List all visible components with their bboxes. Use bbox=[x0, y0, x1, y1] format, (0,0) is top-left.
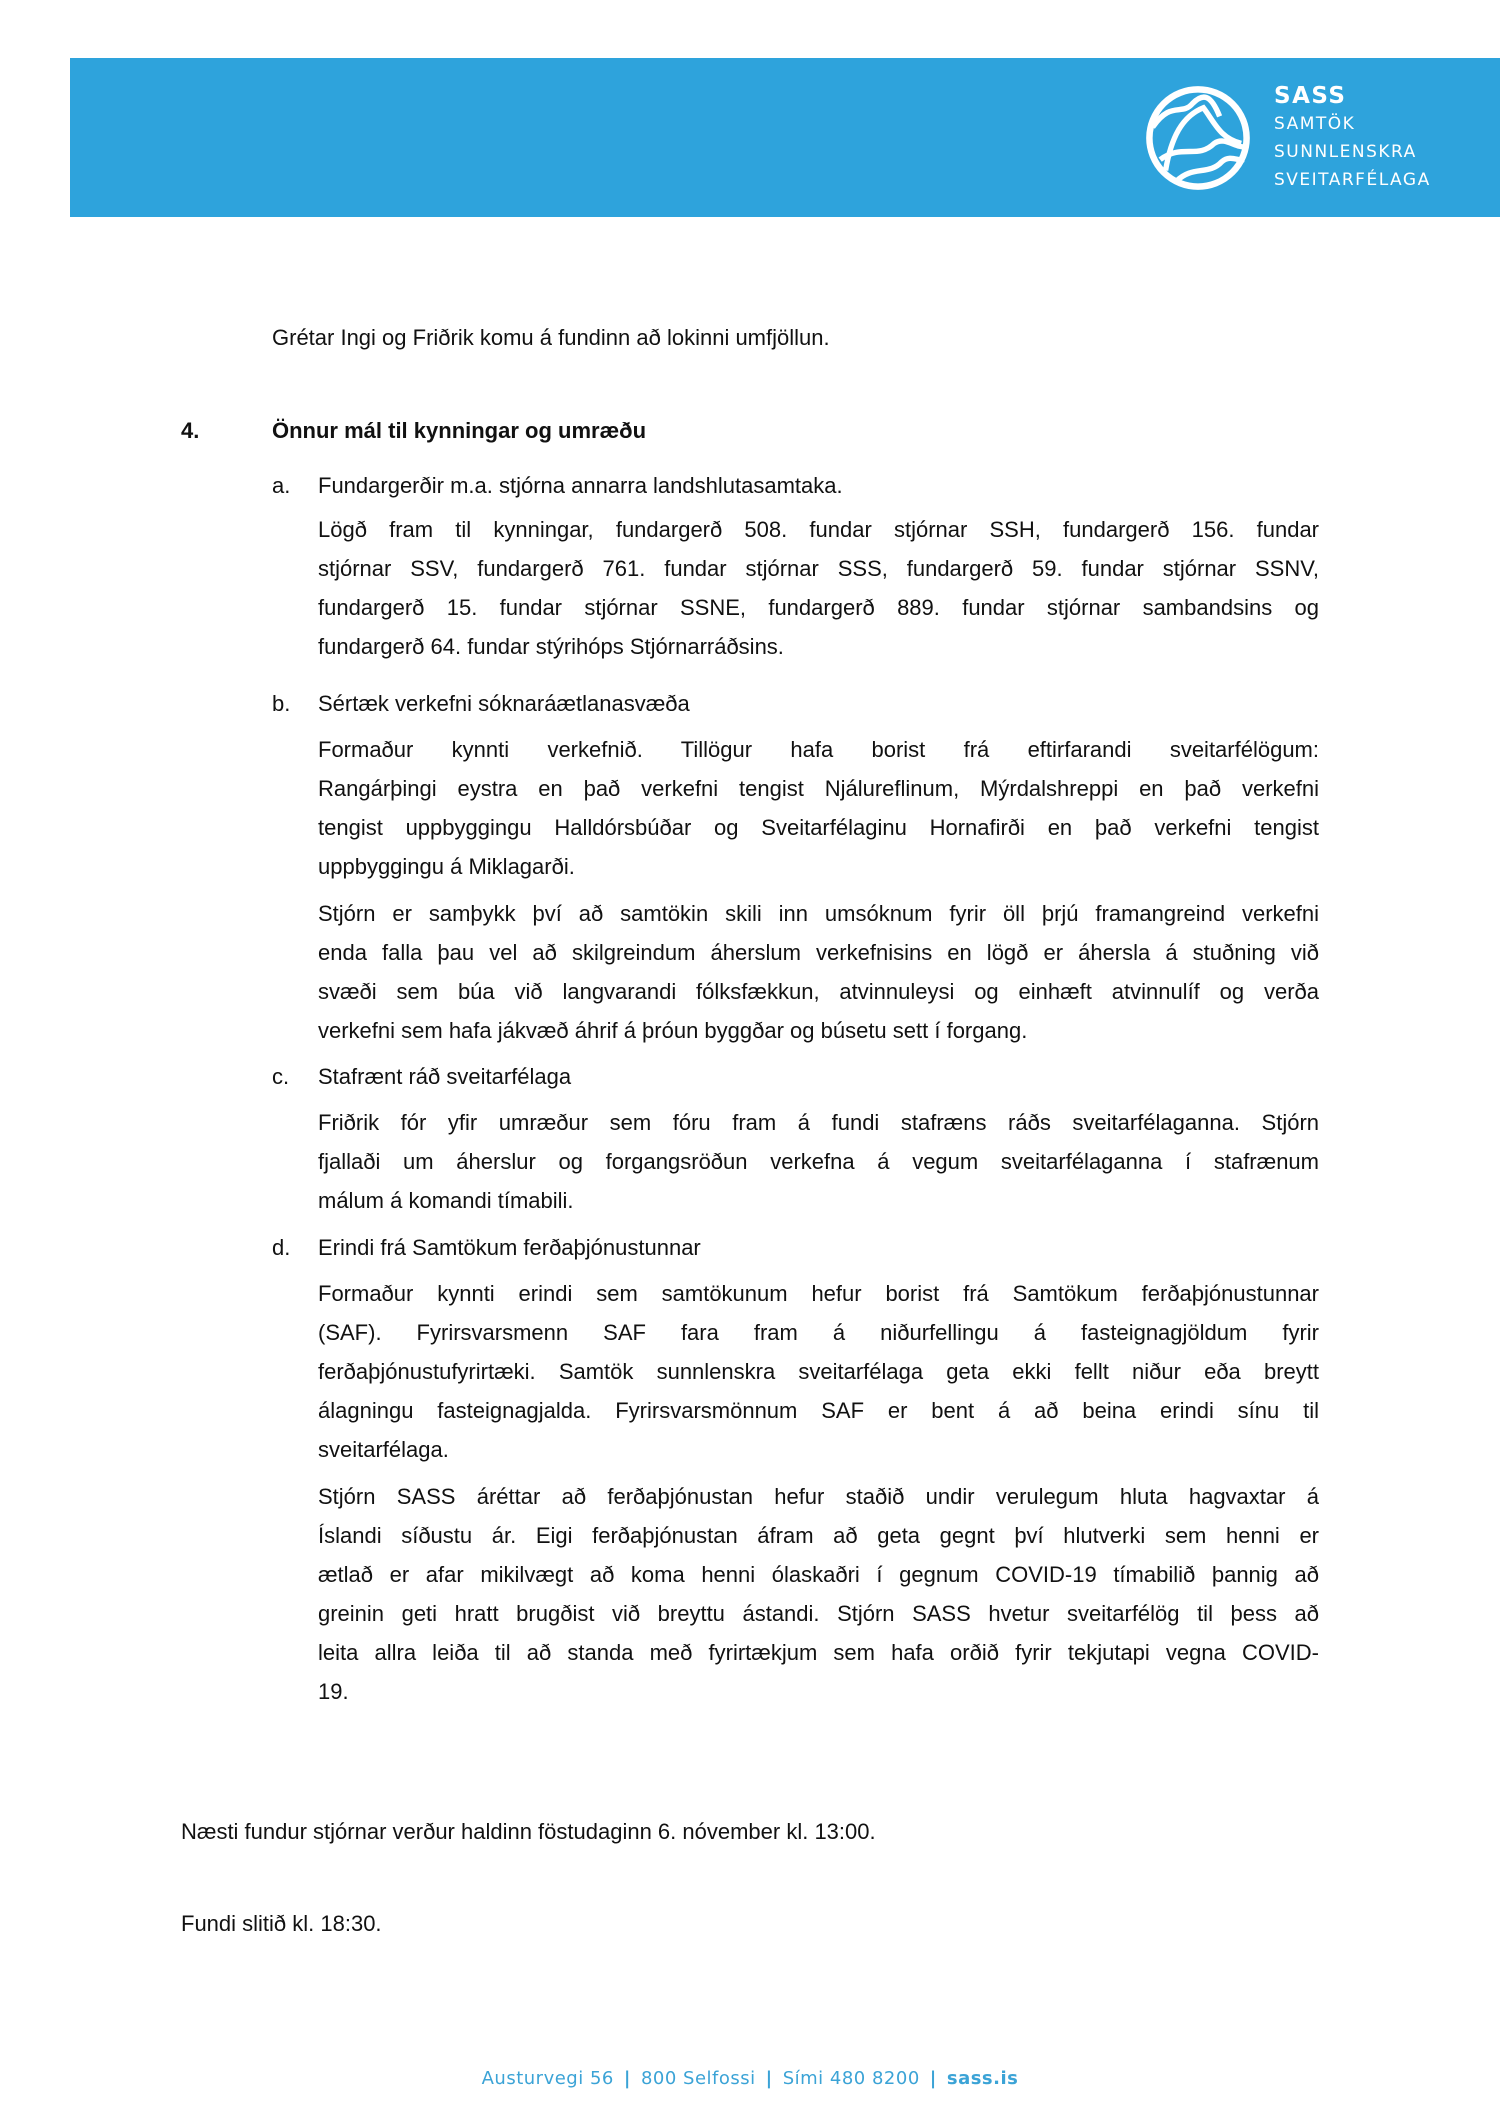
item-letter: d. bbox=[272, 1235, 291, 1260]
footer-website-link[interactable]: sass.is bbox=[946, 2068, 1019, 2089]
brand-line: SUNNLENSKRA bbox=[1274, 142, 1417, 162]
paragraph-line: Formaður kynnti verkefnið. Tillögur hafa borist frá eftirfarandi sveitarfélögum: bbox=[318, 737, 1319, 762]
item-letter: b. bbox=[272, 691, 291, 716]
paragraph-line: tengist uppbyggingu Halldórsbúðar og Sveitarfélaginu Hornafirði en það verkefni tengist bbox=[318, 815, 1319, 840]
section-number: 4. bbox=[181, 418, 200, 443]
footer-phone: Sími 480 8200 bbox=[782, 2068, 920, 2089]
footer-separator: | bbox=[765, 2068, 773, 2089]
paragraph-line: Lögð fram til kynningar, fundargerð 508. fundar stjórnar SSH, fundargerð 156. fundar bbox=[318, 517, 1319, 542]
paragraph-line: ætlað er afar mikilvægt að koma henni ólaskaðri í gegnum COVID-19 tímabilið þannig að bbox=[318, 1562, 1319, 1587]
paragraph-line: stjórnar SSV, fundargerð 761. fundar stjórnar SSS, fundargerð 59. fundar stjórnar SSNV, bbox=[318, 556, 1319, 581]
next-meeting-text: Næsti fundur stjórnar verður haldinn föstudaginn 6. nóvember kl. 13:00. bbox=[181, 1819, 876, 1844]
paragraph-line: svæði sem búa við langvarandi fólksfækkun, atvinnuleysi og einhæft atvinnulíf og verða bbox=[318, 979, 1319, 1004]
paragraph-line: verkefni sem hafa jákvæð áhrif á þróun byggðar og búsetu sett í forgang. bbox=[318, 1018, 1028, 1043]
item-title: Fundargerðir m.a. stjórna annarra landshlutasamtaka. bbox=[318, 473, 843, 498]
brand-line: SAMTÖK bbox=[1274, 114, 1356, 134]
item-title: Sértæk verkefni sóknaráætlanasvæða bbox=[318, 691, 690, 716]
intro-text: Grétar Ingi og Friðrik komu á fundinn að lokinni umfjöllun. bbox=[272, 325, 830, 350]
sass-logo-icon bbox=[1144, 84, 1252, 192]
item-paragraph bbox=[318, 1274, 1319, 1469]
footer-address: Austurvegi 56 bbox=[481, 2068, 614, 2089]
paragraph-line: ferðaþjónustufyrirtæki. Samtök sunnlenskra sveitarfélaga geta ekki fellt niður eða breytt bbox=[318, 1359, 1319, 1384]
item-title: Stafrænt ráð sveitarfélaga bbox=[318, 1064, 572, 1089]
item-title: Erindi frá Samtökum ferðaþjónustunnar bbox=[318, 1235, 701, 1260]
paragraph-line: leita allra leiða til að standa með fyrirtækjum sem hafa orðið fyrir tekjutapi vegna COVID- bbox=[318, 1640, 1319, 1665]
paragraph-line: fjallaði um áherslur og forgangsröðun verkefna á vegum sveitarfélaganna í stafrænum bbox=[318, 1149, 1319, 1174]
paragraph-line: uppbyggingu á Miklagarði. bbox=[318, 854, 575, 879]
paragraph-line: Rangárþingi eystra en það verkefni tengist Njálureflinum, Mýrdalshreppi en það verkefni bbox=[318, 776, 1319, 801]
paragraph-line: (SAF). Fyrirsvarsmenn SAF fara fram á niðurfellingu á fasteignagjöldum fyrir bbox=[318, 1320, 1319, 1345]
paragraph-line: Friðrik fór yfir umræður sem fóru fram á fundi stafræns ráðs sveitarfélaganna. Stjórn bbox=[318, 1110, 1319, 1135]
item-paragraph bbox=[318, 1103, 1319, 1220]
paragraph-line: málum á komandi tímabili. bbox=[318, 1188, 574, 1213]
item-letter: c. bbox=[272, 1064, 290, 1089]
item-paragraph bbox=[318, 730, 1319, 886]
brand-wordmark bbox=[1274, 82, 1431, 194]
item-paragraph bbox=[318, 1477, 1319, 1711]
paragraph-line: fundargerð 64. fundar stýrihóps Stjórnarráðsins. bbox=[318, 634, 784, 659]
item-paragraph bbox=[318, 510, 1319, 666]
brand-short: SASS bbox=[1274, 83, 1347, 109]
closing-text: Fundi slitið kl. 18:30. bbox=[181, 1911, 382, 1936]
section-title: Önnur mál til kynningar og umræðu bbox=[272, 418, 647, 443]
paragraph-line: sveitarfélaga. bbox=[318, 1437, 449, 1462]
paragraph-line: Íslandi síðustu ár. Eigi ferðaþjónustan áfram að geta gegnt því hlutverki sem henni er bbox=[318, 1523, 1319, 1548]
footer bbox=[0, 2068, 1500, 2089]
paragraph-line: enda falla þau vel að skilgreindum áherslum verkefnisins en lögð er áhersla á stuðning við bbox=[318, 940, 1319, 965]
paragraph-line: Stjórn er samþykk því að samtökin skili inn umsóknum fyrir öll þrjú framangreind verkefni bbox=[318, 901, 1319, 926]
item-letter: a. bbox=[272, 473, 291, 498]
footer-separator: | bbox=[929, 2068, 937, 2089]
paragraph-line: álagningu fasteignagjalda. Fyrirsvarsmönnum SAF er bent á að beina erindi sínu til bbox=[318, 1398, 1319, 1423]
paragraph-line: 19. bbox=[318, 1679, 349, 1704]
paragraph-line: greinin geti hratt brugðist við breyttu ástandi. Stjórn SASS hvetur sveitarfélög til þess að bbox=[318, 1601, 1319, 1626]
paragraph-line: Formaður kynnti erindi sem samtökunum hefur borist frá Samtökum ferðaþjónustunnar bbox=[318, 1281, 1319, 1306]
paragraph-line: fundargerð 15. fundar stjórnar SSNE, fundargerð 889. fundar stjórnar sambandsins og bbox=[318, 595, 1319, 620]
footer-separator: | bbox=[623, 2068, 631, 2089]
brand-line: SVEITARFÉLAGA bbox=[1274, 170, 1431, 190]
footer-city: 800 Selfossi bbox=[640, 2068, 756, 2089]
item-paragraph bbox=[318, 894, 1319, 1050]
paragraph-line: Stjórn SASS áréttar að ferðaþjónustan hefur staðið undir verulegum hluta hagvaxtar á bbox=[318, 1484, 1319, 1509]
